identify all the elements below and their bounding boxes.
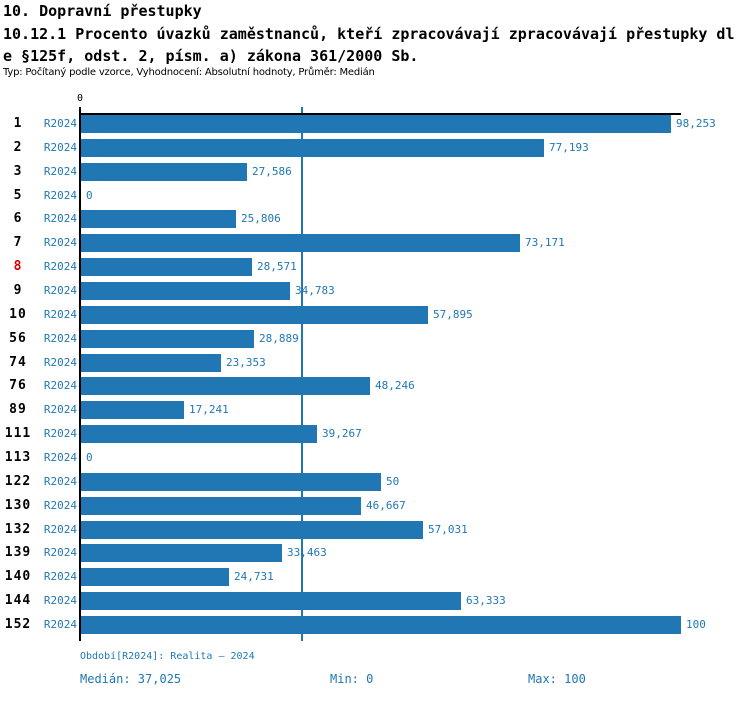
bar xyxy=(81,258,252,276)
footer-min: Min: 0 xyxy=(330,672,374,686)
row-series-label: R2024 xyxy=(43,618,77,631)
bar-value-label: 28,889 xyxy=(259,332,299,345)
row-series-label: R2024 xyxy=(43,284,77,297)
row-category-label: 140 xyxy=(4,569,32,584)
row-series-label: R2024 xyxy=(43,212,77,225)
row-series-label: R2024 xyxy=(43,141,77,154)
row-series-label: R2024 xyxy=(43,427,77,440)
chart-row xyxy=(0,374,750,398)
row-category-label: 2 xyxy=(13,140,23,155)
row-category-label: 6 xyxy=(13,211,23,226)
bar xyxy=(81,592,461,610)
row-category-label: 139 xyxy=(4,545,32,560)
bar xyxy=(81,544,282,562)
row-series-label: R2024 xyxy=(43,260,77,273)
chart-meta-line: Typ: Počítaný podle vzorce, Vyhodnocení: Absolutní hodnoty, Průměr: Medián xyxy=(3,67,375,78)
chart-row xyxy=(0,207,750,231)
row-category-label: 8 xyxy=(13,259,23,274)
footer-median: Medián: 37,025 xyxy=(80,672,182,686)
bar-value-label: 50 xyxy=(386,475,400,488)
row-category-label: 56 xyxy=(9,331,27,346)
bar xyxy=(81,163,247,181)
row-series-label: R2024 xyxy=(43,451,77,464)
bar-value-label: 57,895 xyxy=(433,308,473,321)
bar-value-label: 46,667 xyxy=(366,499,406,512)
axis-zero-label: 0 xyxy=(76,93,84,104)
row-category-label: 130 xyxy=(4,498,32,513)
bar-value-label: 77,193 xyxy=(549,141,589,154)
chart-row xyxy=(0,351,750,375)
row-series-label: R2024 xyxy=(43,356,77,369)
row-category-label: 111 xyxy=(4,426,32,441)
chart-row xyxy=(0,422,750,446)
row-category-label: 76 xyxy=(9,378,27,393)
row-series-label: R2024 xyxy=(43,523,77,536)
bar-value-label: 48,246 xyxy=(375,379,415,392)
row-series-label: R2024 xyxy=(43,403,77,416)
bar-value-label: 27,586 xyxy=(252,165,292,178)
chart-row xyxy=(0,494,750,518)
bar xyxy=(81,330,254,348)
chart-row xyxy=(0,470,750,494)
row-series-label: R2024 xyxy=(43,189,77,202)
chart-row xyxy=(0,518,750,542)
bar-value-label: 0 xyxy=(86,451,93,464)
chart-row xyxy=(0,112,750,136)
bar xyxy=(81,473,381,491)
y-axis-line xyxy=(79,107,81,641)
bar-value-label: 28,571 xyxy=(257,260,297,273)
bar-value-label: 24,731 xyxy=(234,570,274,583)
row-series-label: R2024 xyxy=(43,570,77,583)
row-series-label: R2024 xyxy=(43,499,77,512)
bar-value-label: 25,806 xyxy=(241,212,281,225)
chart-row xyxy=(0,565,750,589)
bar xyxy=(81,306,428,324)
row-series-label: R2024 xyxy=(43,594,77,607)
chart-row xyxy=(0,327,750,351)
bar xyxy=(81,568,229,586)
chart-row xyxy=(0,613,750,637)
row-series-label: R2024 xyxy=(43,475,77,488)
chart-row xyxy=(0,255,750,279)
chart-row xyxy=(0,589,750,613)
bar xyxy=(81,354,221,372)
chart-row xyxy=(0,279,750,303)
chart-subtitle: 10.12.1 Procento úvazků zaměstnanců, kteří zpracovávají zpracovávají přestupky dle §125f, odst. 2, písm. a) zákona 361/2000 Sb. xyxy=(3,25,735,65)
bar-value-label: 63,333 xyxy=(466,594,506,607)
bar xyxy=(81,115,671,133)
bar-value-label: 98,253 xyxy=(676,117,716,130)
footer-period: Období[R2024]: Realita – 2024 xyxy=(80,651,255,662)
bar-value-label: 23,353 xyxy=(226,356,266,369)
bar-value-label: 73,171 xyxy=(525,236,565,249)
row-series-label: R2024 xyxy=(43,546,77,559)
bar xyxy=(81,139,544,157)
bar xyxy=(81,282,290,300)
chart-row xyxy=(0,231,750,255)
row-series-label: R2024 xyxy=(43,165,77,178)
chart-row xyxy=(0,184,750,208)
chart-row xyxy=(0,446,750,470)
row-series-label: R2024 xyxy=(43,117,77,130)
bar-value-label: 33,463 xyxy=(287,546,327,559)
row-category-label: 113 xyxy=(4,450,32,465)
row-series-label: R2024 xyxy=(43,236,77,249)
chart-row xyxy=(0,398,750,422)
row-category-label: 122 xyxy=(4,474,32,489)
bar xyxy=(81,401,184,419)
chart-row xyxy=(0,303,750,327)
row-series-label: R2024 xyxy=(43,332,77,345)
row-series-label: R2024 xyxy=(43,308,77,321)
page-title: 10. Dopravní přestupky xyxy=(3,2,202,20)
bar xyxy=(81,425,317,443)
chart-row xyxy=(0,541,750,565)
x-axis-top-line xyxy=(80,113,681,115)
row-category-label: 89 xyxy=(9,402,27,417)
bar xyxy=(81,377,370,395)
bar xyxy=(81,521,423,539)
row-category-label: 7 xyxy=(13,235,23,250)
bar xyxy=(81,210,236,228)
row-category-label: 132 xyxy=(4,522,32,537)
bar-value-label: 57,031 xyxy=(428,523,468,536)
row-category-label: 152 xyxy=(4,617,32,632)
bar-value-label: 34,783 xyxy=(295,284,335,297)
bar xyxy=(81,234,520,252)
row-category-label: 5 xyxy=(13,188,23,203)
row-category-label: 144 xyxy=(4,593,32,608)
row-series-label: R2024 xyxy=(43,379,77,392)
row-category-label: 9 xyxy=(13,283,23,298)
bar-value-label: 0 xyxy=(86,189,93,202)
bar-value-label: 100 xyxy=(686,618,706,631)
row-category-label: 3 xyxy=(13,164,23,179)
chart-row xyxy=(0,160,750,184)
chart-row xyxy=(0,136,750,160)
bar-value-label: 39,267 xyxy=(322,427,362,440)
row-category-label: 10 xyxy=(9,307,27,322)
row-category-label: 74 xyxy=(9,355,27,370)
bar xyxy=(81,616,681,634)
footer-max: Max: 100 xyxy=(528,672,586,686)
row-category-label: 1 xyxy=(13,116,23,131)
bar-value-label: 17,241 xyxy=(189,403,229,416)
bar xyxy=(81,497,361,515)
